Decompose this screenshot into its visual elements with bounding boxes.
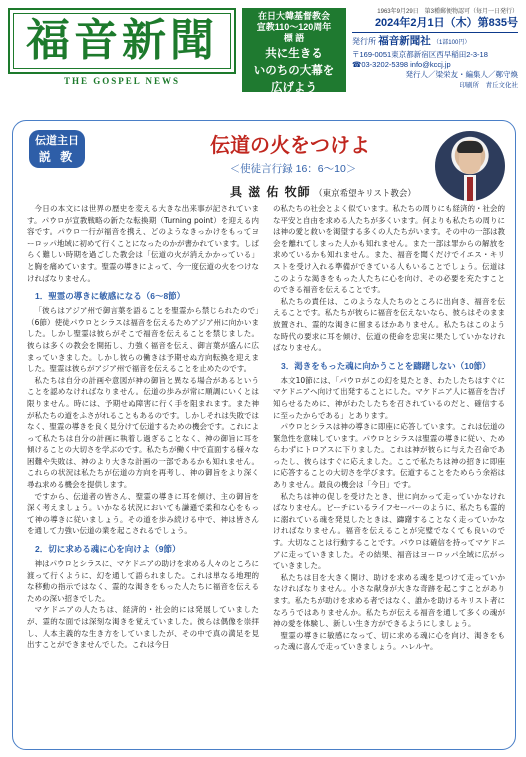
publisher-address: 〒169-0051東京都新宿区西早稲田2-3-18: [352, 50, 488, 59]
logo-title: 福音新聞: [26, 15, 218, 66]
section-heading-3: 3．渇きをもった魂に向かうことを躊躇しない（10節）: [281, 360, 491, 371]
slogan-box: [242, 8, 346, 92]
paragraph: 聖霊の導きに敏感になって、切に求める魂に心を向け、渇きをもった魂に喜んで走っていきましょう。ハレルヤ。: [273, 630, 505, 652]
article-header: [13, 121, 516, 199]
issue-info: [352, 8, 518, 94]
article-author: [203, 183, 443, 200]
sermon-article: [12, 120, 516, 750]
slogan-text-3: 広げよう: [271, 80, 317, 94]
article-title: 伝道の火をつけよ: [210, 133, 370, 157]
paragraph: マケドニアの人たちは、経済的・社会的には発展していましたが、霊的な面では深刻な渇きを覚えていました。彼らは偶像を崇拝し、人本主義的な生き方をしていましたが、その中で真の満足を見出すことができませんでした。これは今日: [27, 605, 259, 650]
info-divider: [352, 32, 518, 33]
section-heading-1: 1．聖霊の導きに敏感になる（6～8節）: [35, 291, 186, 302]
author-photo: [435, 131, 505, 201]
paragraph: 私たちは自分の計画や意図が神の御旨と異なる場合があるということを認めなければなりません。伝道の歩みが常に順調にいくとは限りません。時には、予期せぬ障害に行く手を阻まれます。また神が私たちの道をふさがれることもあるのです。しかしそれは失敗ではなく、聖霊の導きを良く見分けて伝道するための機会です。これによって私たちは自分の計画に執着し過ぎることなく、神の御旨に耳を傾けることの大切さを学ぶのです。私たちが働く中で直面する様々な困難や失敗は、神のより大きな計画の一部であるかも知れません。これらの状況は私たちが伝道の方向を再考し、神の御旨をより深く尋ね求める機会を提供します。: [27, 375, 259, 490]
badge-line-1: 伝道主日: [35, 135, 79, 147]
paragraph: 本文10節には、「パウロがこの幻を見たとき、わたしたちはすぐにマケドニアへ向けて出発することにした。マケドニア人に福音を告げ知らせるために、神がわたしたちを召されているのだと、確信するに至ったからである」とあります。: [273, 375, 505, 420]
issue-price: （1部100円）: [432, 40, 471, 46]
printer: 印刷所 青丘文化社: [459, 82, 518, 89]
paragraph: 私たちの責任は、このような人たちのところに出向き、福音を伝えることです。私たちが彼らに福音を伝えないなら、彼らはそのまま放置され、霊的な渇きに留まるほかありません。私たちはこのような時代の要求に耳を傾け、伝道の使命を忠実に果たしていかなければなりません。: [273, 296, 505, 353]
publisher-label: 発行所: [352, 37, 376, 46]
slogan-line-3: 標 語: [283, 33, 305, 43]
paragraph: 「彼らはアジア州で御言葉を語ることを聖霊から禁じられたので」（6節）使徒パウロとシラスは福音を伝えるためアジア州に向かいました。しかし聖霊は彼らがそこで福音を伝えることを禁じました。彼らは多くの教会を開拓し、力強く福音を伝え、御言葉が盛んに広まっていきました。しかし彼らの働きは予期せぬ方向転換を迎えました。聖霊は彼らがアジア州で福音を伝えることを止めたのです。: [27, 306, 259, 374]
slogan-line-2: 宣教110～120周年: [256, 22, 332, 32]
paragraph: ですから、伝道者の皆さん、聖霊の導きに耳を傾け、主の御旨を深く考えましょう。いかなる状況においても謙遜で柔和な心をもって神の導きに従いましょう。その道を歩み続ける中で、神は皆さんを通して力強い伝道の業を起こされるでしょう。: [27, 491, 259, 536]
paragraph: 私たちは目を大きく開け、助けを求める魂を見つけて走っていかなければなりません。小さな献身が大きな奇跡を起こすことがあります。私たちが助けを求める者ではなく、誰かを助けるキリスト者になろうではありませんか。私たちが伝える福音を通して多くの魂が神の愛を体験し、新しい生き方ができるようにしましょう。: [273, 572, 505, 629]
article-body: [27, 203, 505, 743]
paragraph: の私たちの社会とよく似ています。私たちの周りにも経済的・社会的な平安と自由を求める人たちが多くいます。何よりも私たちの周りには神の愛と救いを渇望する多くの人たちがいます。その中の一部は教会を離れてしまった人かも知れません。また一部は罪からの解放を求めているかも知れません。また、福音を聞くだけでイエス・キリストを受け入れる準備ができている人もいることでしょう。伝道はこのような渇きをもった人たちに心を向け、その必要を充たすことのできる福音を伝えることです。: [273, 204, 505, 295]
newspaper-logo: [8, 8, 236, 86]
postal-registration: 1963年9月29日 第3種郵便物認可（毎月一日発行）: [377, 9, 518, 15]
author-church: （東京希望キリスト教会）: [314, 189, 416, 199]
badge-line-2: 説 教: [38, 150, 76, 164]
left-column: [27, 203, 259, 743]
publisher-name: 福音新聞社: [378, 35, 431, 47]
logo-subtitle: THE GOSPEL NEWS: [63, 76, 181, 86]
paragraph: 私たちは神の促しを受けたとき、世に向かって走っていかなければなりません。ビーチにいるライフセーバーのように、私たちも霊的に溺れている魂を発見したときは、躊躇することなく走っていかなければなりません。福音を伝えることが完璧でなくても良いのです。大切なことは行動することです。パウロは確信を持ってマケドニアに走っていきました。その結果、福音はヨーロッパ全域に広がっていきました。: [273, 491, 505, 571]
issue-date: 2024年2月1日（木）第835号: [374, 17, 518, 29]
author-name: 具 滋 佑 牧師: [230, 185, 311, 199]
publisher-editor: 発行人／梁栄友・編集人／鄭守煥: [405, 70, 518, 79]
paragraph: 今日の本文には世界の歴史を変える大きな出来事が記されています。パウロが宣教戦略の新たな転換期（Turning point）を迎える内容です。パウロ一行が福音を携え、どのようなきっかけをもってヨーロッパ地域に初めて行くことになったのかが書かれています。しばらく難しい時期を過ごした教会は「伝道の火が消えかかっている」と胸を痛めています。聖霊の導きによって、今一度伝道の火をつけなければなりません。: [27, 204, 259, 283]
paragraph: パウロとシラスは神の導きに即座に応答しています。これは伝道の緊急性を意味しています。パウロとシラスは聖霊の導きに従い、ためらわずにトロアスに下りました。これは神が彼らに与えた召命であったし、彼らはすぐに応えました。ここで私たちは神の招きに即座に応答することの大切さを学びます。伝道することをためらう余裕はありません。最良の機会は「今日」です。: [273, 422, 505, 490]
slogan-text-1: 共に生きる: [265, 46, 323, 60]
publisher-contact[interactable]: ☎03-3202-5398 info@kccj.jp: [352, 60, 451, 69]
section-badge: [29, 130, 85, 168]
scripture-reference: ＜使徒言行録 16：6～10＞: [229, 163, 357, 175]
section-heading-2: 2．切に求める魂に心を向けよ（9節）: [35, 544, 181, 555]
right-column: [273, 203, 505, 743]
masthead: [8, 8, 518, 94]
slogan-line-1: 在日大韓基督教会: [257, 11, 330, 21]
publisher: [352, 35, 518, 50]
paragraph: 神はパウロとシラスに、マケドニアの助けを求める人々のところに渡って行くように、幻を通して語られました。これは単なる地理的な移動の指示ではなく、霊的な渇きをもった人たちに福音を伝えるための深い招きでした。: [27, 559, 259, 603]
slogan-text-2: いのちの大幕を: [253, 63, 335, 77]
